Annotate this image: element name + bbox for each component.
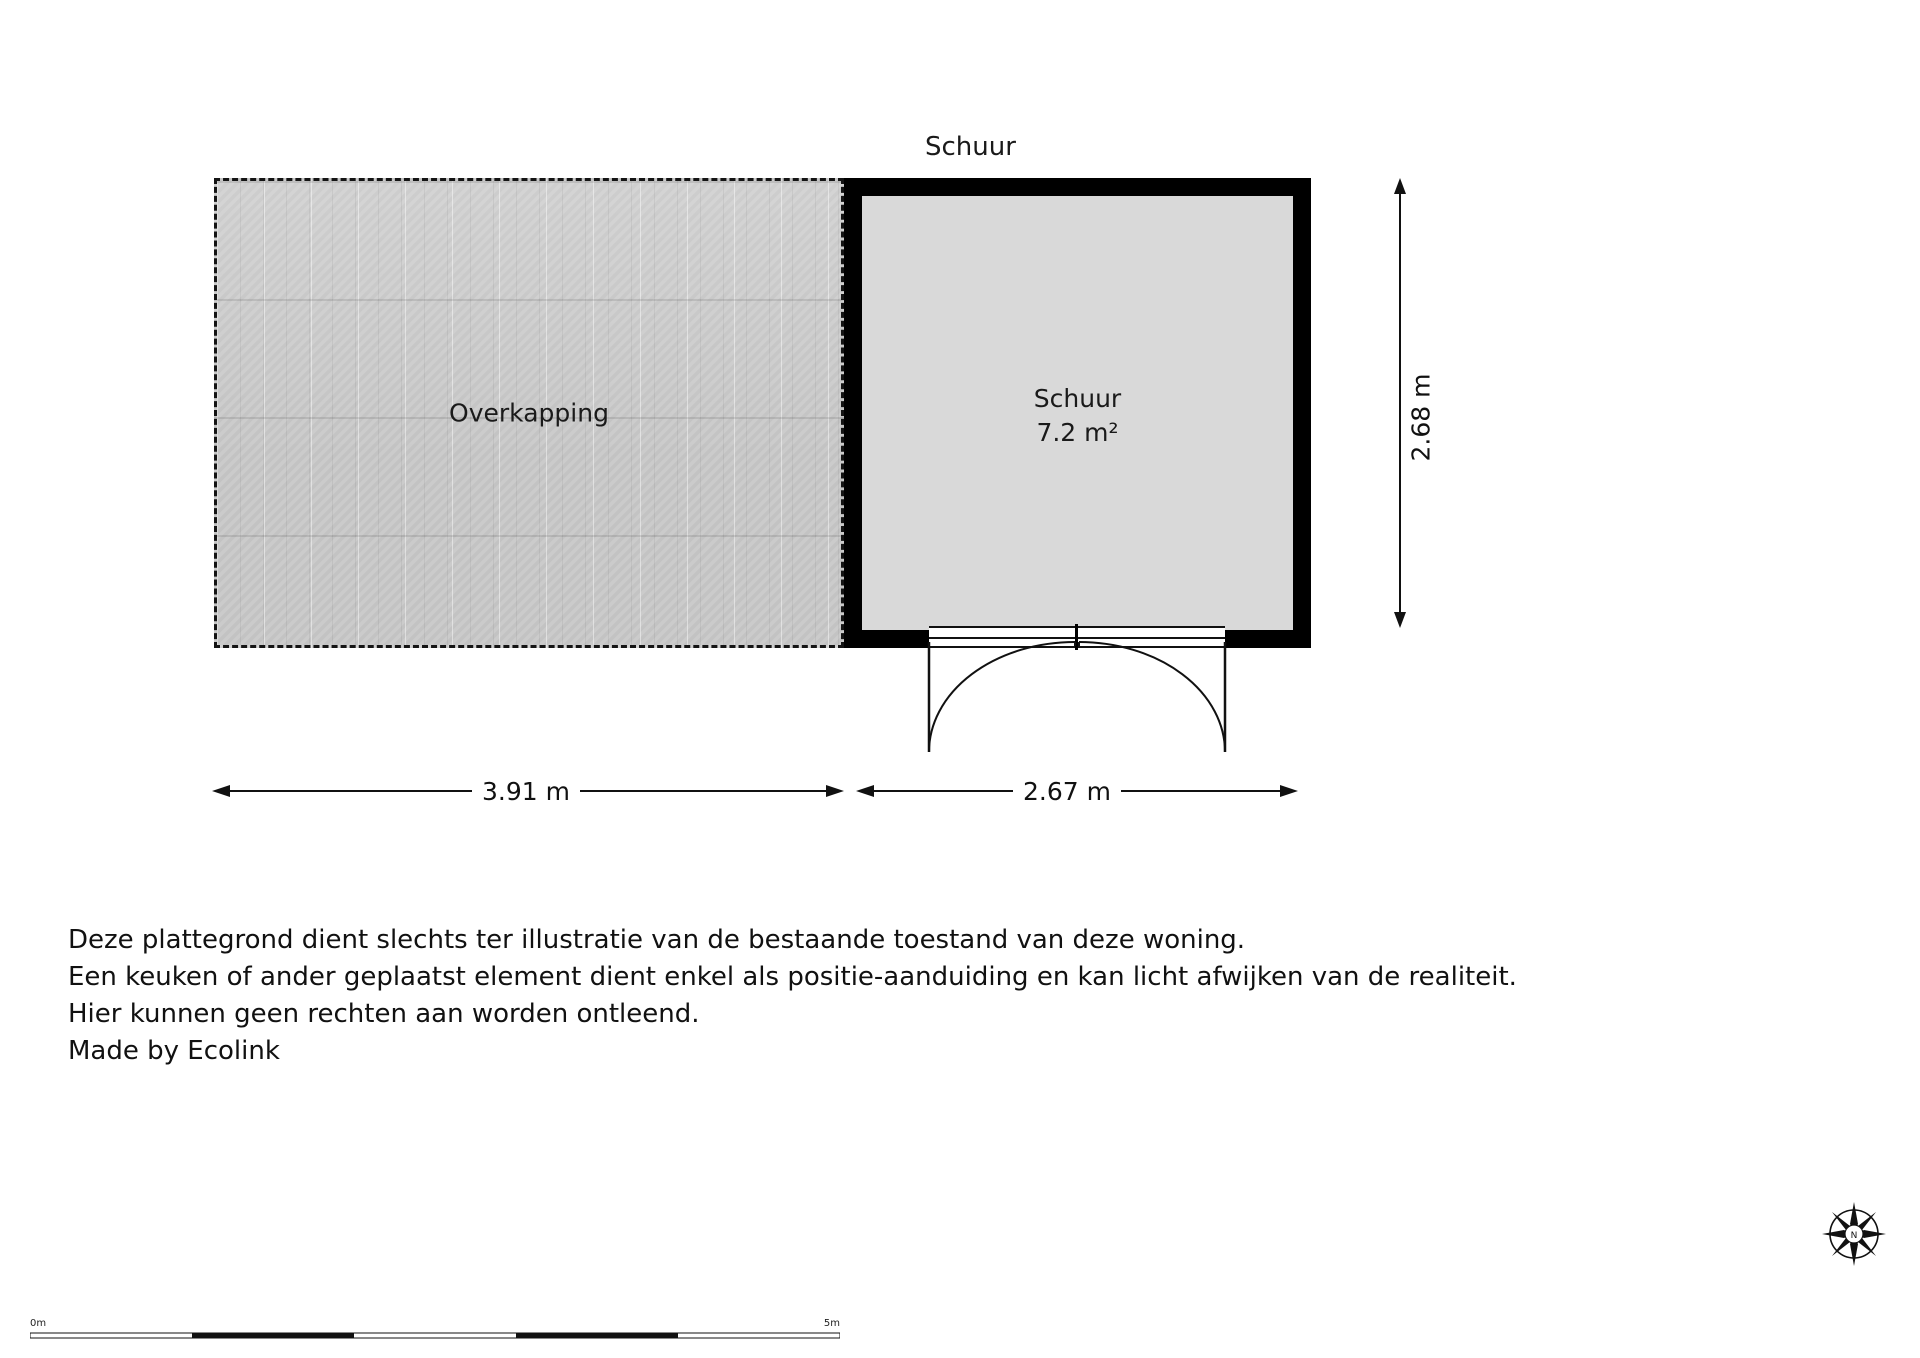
door-swing-icon [910,640,1250,770]
scale-end-label: 5m [823,1318,840,1329]
room-overkapping [214,178,844,648]
dimension-label-height-schuur: 2.68 m [1406,364,1435,472]
scale-start-label: 0m [30,1318,47,1329]
disclaimer-line-2: Een keuken of ander geplaatst element dient enkel als positie-aanduiding en kan licht afwijken van de realiteit. [68,961,1517,992]
dimension-label-width-overkapping: 3.91 m [472,777,580,806]
scale-bar-icon [30,1318,840,1344]
disclaimer-line-1: Deze plattegrond dient slechts ter illustratie van de bestaande toestand van deze woning. [68,925,1246,955]
compass-north-icon [1818,1198,1890,1270]
disclaimer-text [68,922,1858,1070]
dimension-label-width-schuur: 2.67 m [1013,777,1121,806]
room-label-overkapping: Overkapping [449,398,609,428]
compass-north-label: N [1850,1231,1858,1241]
room-label-schuur [862,382,1293,450]
disclaimer-line-3: Hier kunnen geen rechten aan worden ontleend. [68,998,700,1029]
room-schuur [844,178,1311,648]
room-name-schuur: Schuur [1033,383,1122,413]
scale-bar-graphic [30,1330,840,1342]
room-area-schuur: 7.2 m² [1036,417,1119,447]
plan-title: Schuur [925,132,1016,162]
disclaimer-line-4: Made by Ecolink [68,1035,280,1066]
